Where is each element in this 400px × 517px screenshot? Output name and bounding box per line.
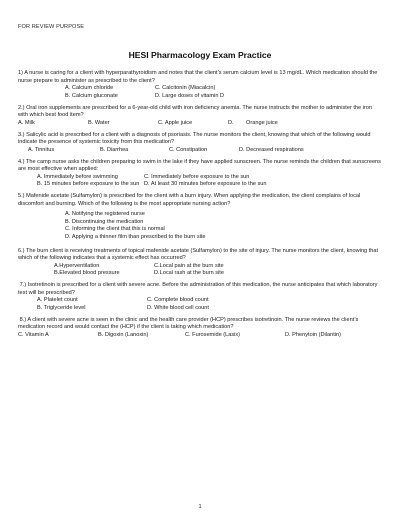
question-text: 6.) The burn client is receiving treatments of topical mafenide acetate (Sulfamylon) to the site of injury. The nurse monitors the client, knowing that which of the following indicates that a systemic effect has occurred?	[18, 247, 379, 262]
question-2	[18, 105, 382, 128]
option-d: D. White blood cell count	[147, 304, 209, 311]
option-b: B. Digoxin (Lanoxin)	[98, 331, 149, 338]
option-d: D. At least 30 minutes before exposure to the sun	[144, 181, 267, 188]
option-c: C. Furosemide (Lasix)	[185, 331, 241, 338]
question-text: 4.) The camp nurse asks the children preparing to swim in the lake if they have applied sunscreen. The nurse reminds the children that sunscreens are most effective when applied:	[18, 158, 381, 173]
option-a: A. Tinnitus	[28, 146, 55, 153]
answer-options	[28, 147, 382, 155]
option-c: C. Complete blood count	[147, 297, 209, 304]
answer-options	[18, 332, 382, 340]
answer-options	[65, 211, 382, 241]
option-b: B. Discontinuing the medication	[65, 218, 144, 225]
header-label: FOR REVIEW PURPOSE	[18, 24, 85, 30]
answer-options	[37, 174, 382, 189]
answer-options	[65, 85, 382, 100]
option-a: A.Hyperventilation	[54, 262, 100, 269]
option-a: A. Immediately before swimming	[37, 173, 118, 180]
option-d: D.Local rash at the burn site	[154, 270, 224, 277]
option-d: D. Orange juice	[228, 119, 278, 126]
option-b: B.Elevated blood pressure	[54, 270, 120, 277]
option-a: A. Notifying the registered nurse	[65, 211, 145, 218]
question-8	[18, 317, 382, 340]
page-title: HESI Pharmacology Exam Practice	[128, 50, 272, 60]
option-a: A. Calcium chloride	[65, 85, 114, 92]
question-5	[18, 193, 382, 242]
option-c: C. Informing the client that this is normal	[65, 226, 165, 233]
question-1	[18, 70, 382, 100]
option-c: C. Apple juice	[158, 119, 193, 126]
question-text: 1) A nurse is caring for a client with hyperparathyroidism and notes that the client’s serum calcium level is 13 mg/dL. Which medication should the nurse prepare to administer as prescribed to the client?	[18, 70, 378, 84]
option-b: B. Calcium gluconate	[65, 92, 118, 99]
question-7	[18, 282, 382, 312]
option-c: C. Immediately before exposure to the sun	[144, 173, 250, 180]
option-c: C.Local pain at the burn site	[154, 262, 224, 269]
answer-options	[37, 297, 382, 312]
option-a: C. Vitamin A	[18, 331, 49, 338]
option-b: B. Triglyceride level	[37, 304, 86, 311]
page-number: 1	[198, 504, 202, 510]
answer-options	[18, 120, 382, 128]
question-text: 3.) Salicylic acid is prescribed for a client with a diagnosis of psoriasis. The nurse monitors the client, knowing that which of the following would indicate the presence of systemic toxicity from this medication?	[18, 131, 371, 146]
option-a: A. Milk	[18, 119, 35, 126]
option-a: A. Platelet count	[37, 297, 78, 304]
option-d: D. Decreased respirations	[239, 146, 304, 153]
question-4	[18, 159, 382, 189]
question-text: 8.) A client with severe acne is seen in the clinic and the health care provider (HCP) prescribes isotretinoin. The nurse reviews the client’s medication record and would contact the (HCP) if the client is taking which medication?	[18, 316, 360, 331]
option-d: D. Phenytoin (Dilantin)	[285, 331, 341, 338]
answer-options	[54, 263, 382, 278]
option-c: C. Calcitonin (Miacalcin)	[155, 85, 216, 92]
question-text: 2.) Oral iron supplements are prescribed for a 6-year-old child with iron deficiency anemia. The nurse instructs the mother to administer the iron with which best food item?	[18, 104, 373, 119]
option-d: D. Applying a thinner film than prescribed to the burn site	[65, 234, 206, 241]
option-b: B. 15 minutes before exposure to the sun	[37, 181, 140, 188]
option-c: C. Constipation	[169, 146, 208, 153]
question-text: 7.) Isotretinoin is prescribed for a client with severe acne. Before the administration of this medication, the nurse anticipates that which laboratory test will be prescribed?	[18, 282, 379, 296]
option-d: D. Large doses of vitamin D	[155, 92, 225, 99]
question-6	[18, 248, 382, 278]
option-b: B. Water	[88, 119, 110, 126]
question-list	[18, 70, 382, 344]
question-text: 5.) Mafenide acetate (Sulfamylon) is prescribed for the client with a burn injury. When applying the medication, the client complains of local discomfort and burning. Which of the following is the most appropriate nursing action?	[18, 193, 361, 207]
option-b: B. Diarrhea	[100, 146, 129, 153]
question-3	[18, 132, 382, 155]
